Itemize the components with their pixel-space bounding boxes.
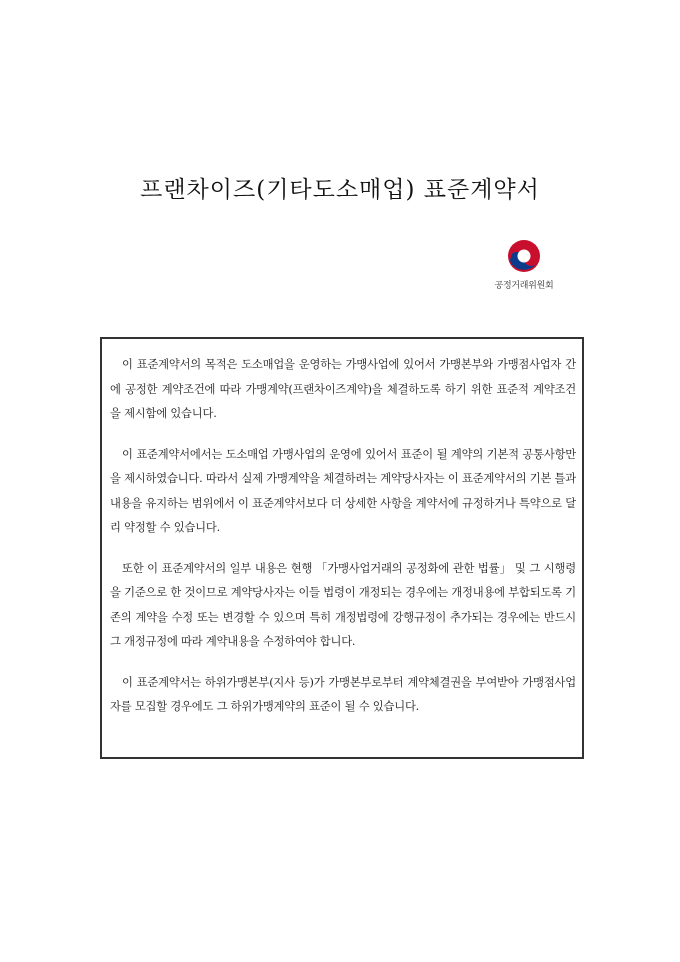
notice-paragraph-1: 이 표준계약서의 목적은 도소매업을 운영하는 가맹사업에 있어서 가맹본부와 가맹점사업자 간에 공정한 계약조건에 따라 가맹계약(프랜차이즈계약)을 체결하도록 하기 위한 표준적 계약조건을 제시함에 있습니다. — [110, 358, 576, 420]
document-title: 프랜차이즈(기타도소매업) 표준계약서 — [140, 177, 540, 204]
logo-text: 공정거래위원회 — [494, 281, 554, 291]
ftc-logo — [488, 238, 560, 300]
notice-box — [100, 337, 584, 759]
notice-paragraph-2: 이 표준계약서에서는 도소매업 가맹사업의 운영에 있어서 표준이 될 계약의 기본적 공통사항만을 제시하였습니다. 따라서 실제 가맹계약을 체결하려는 계약당사자는 이 표준계약서의 기본 틀과 내용을 유지하는 범위에서 이 표준계약서보다 더 상세한 사항을 계약서에 규정하거나 특약으로 달리 약정할 수 있습니다. — [110, 447, 576, 534]
notice-paragraph-3: 또한 이 표준계약서의 일부 내용은 현행 「가맹사업거래의 공정화에 관한 법률」 및 그 시행령을 기준으로 한 것이므로 계약당사자는 이들 법령이 개정되는 경우에는 개정내용에 부합되도록 기존의 계약을 수정 또는 변경할 수 있으며 특히 개정법령에 강행규정이 추가되는 경우에는 반드시 그 개정규정에 따라 계약내용을 수정하여야 합니다. — [110, 561, 576, 648]
notice-paragraph-4: 이 표준계약서는 하위가맹본부(지사 등)가 가맹본부로부터 계약체결권을 부여받아 가맹점사업자를 모집할 경우에도 그 하위가맹계약의 표준이 될 수 있습니다. — [110, 675, 576, 713]
taegeuk-emblem-icon — [506, 238, 542, 274]
